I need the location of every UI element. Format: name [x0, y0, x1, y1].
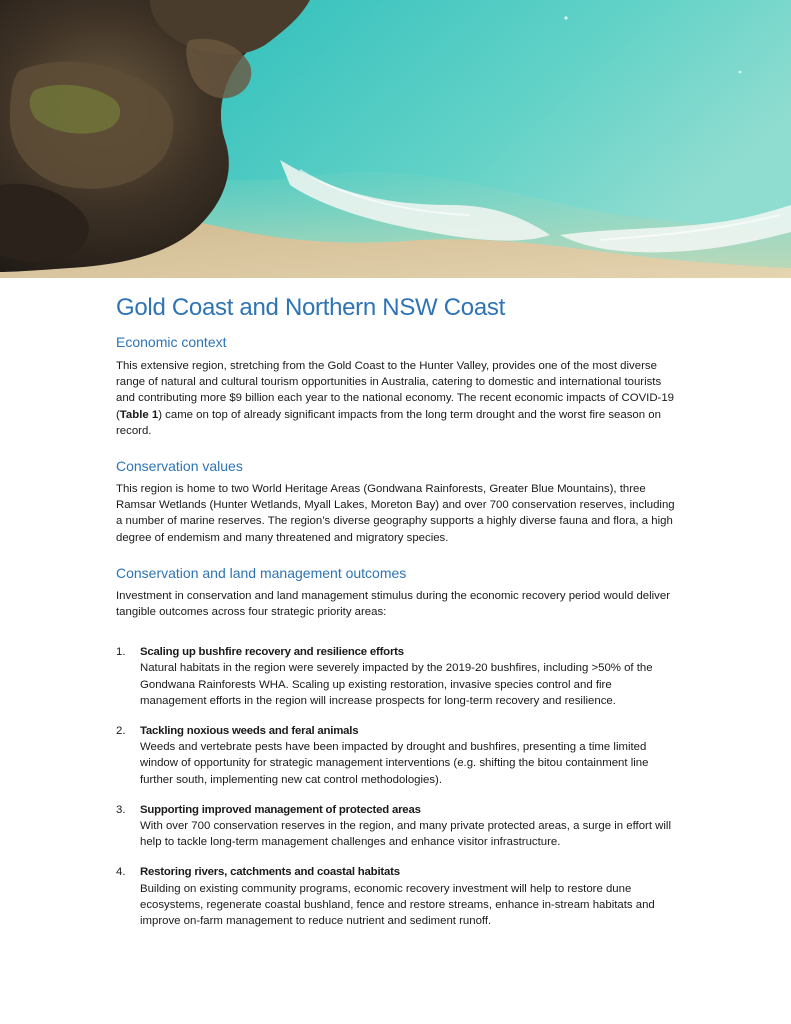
priority-title: Restoring rivers, catchments and coastal habitats: [140, 866, 400, 879]
priority-title: Scaling up bushfire recovery and resilience efforts: [140, 646, 404, 659]
priority-number: 4.: [116, 866, 126, 879]
economic-context-paragraph: [116, 358, 676, 439]
priority-list: [116, 644, 676, 929]
priority-item: [116, 644, 676, 709]
coastline-aerial-photo: [0, 0, 791, 278]
priority-body: Building on existing community programs, economic recovery investment will help to restore dune ecosystems, regenerate coastal bushland, fence and restore streams, enhance in-stream habitats and improve on-farm management to reduce nutrient and sediment runoff.: [140, 882, 655, 928]
hero-image: [0, 0, 791, 278]
priority-body: Weeds and vertebrate pests have been impacted by drought and bushfires, presenting a time limited window of opportunity for strategic management interventions (e.g. shifting the bitou containment line further south, implementing new cat control methodologies).: [140, 741, 649, 786]
priority-body: With over 700 conservation reserves in the region, and many private protected areas, a surge in effort will help to tackle long-term management challenges and enhance visitor infrastructure.: [140, 820, 671, 849]
economic-context-heading: Economic context: [116, 334, 227, 350]
page-title: Gold Coast and Northern NSW Coast: [116, 294, 505, 321]
outcomes-heading: Conservation and land management outcomes: [116, 564, 407, 581]
priority-number: 3.: [116, 803, 126, 816]
conservation-values-paragraph: This region is home to two World Heritage Areas (Gondwana Rainforests, Greater Blue Mountains), three Ramsar Wetlands (Hunter Wetlands, Myall Lakes, Moreton Bay) and over 700 conservation reserves, including a number of marine reserves. The region’s diverse geography supports a highly diverse fauna and flora, a high degree of endemism and many threatened and migratory species.: [116, 483, 675, 544]
priority-number: 1.: [116, 646, 126, 659]
outcomes-intro: Investment in conservation and land management stimulus during the economic recovery period would deliver tangible outcomes across four strategic priority areas:: [116, 589, 671, 619]
priority-item: [116, 802, 676, 851]
priority-item: [116, 864, 676, 929]
conservation-values-heading: Conservation values: [116, 458, 243, 475]
priority-title: Supporting improved management of protected areas: [140, 803, 421, 816]
table-reference: Table 1: [119, 408, 159, 421]
priority-title: Tackling noxious weeds and feral animals: [140, 725, 359, 738]
article: [116, 292, 676, 943]
economic-text-before: This extensive region, stretching from the Gold Coast to the Hunter Valley, provides one of the most diverse range of natural and cultural tourism opportunities in Australia, catering to domestic and international tourists and contributing more $9 billion each year to the national economy. The recent economic impacts of COVID-19 (: [116, 360, 675, 421]
economic-text-after: ) came on top of already significant impacts from the long term drought and the worst fire season on record.: [116, 408, 661, 437]
priority-body: Natural habitats in the region were severely impacted by the 2019-20 bushfires, including >50% of the Gondwana Rainforests WHA. Scaling up existing restoration, invasive species control and fire management efforts in the region will increase prospects for long-term recovery and resilience.: [140, 662, 653, 707]
priority-item: [116, 723, 676, 788]
priority-number: 2.: [116, 725, 126, 738]
